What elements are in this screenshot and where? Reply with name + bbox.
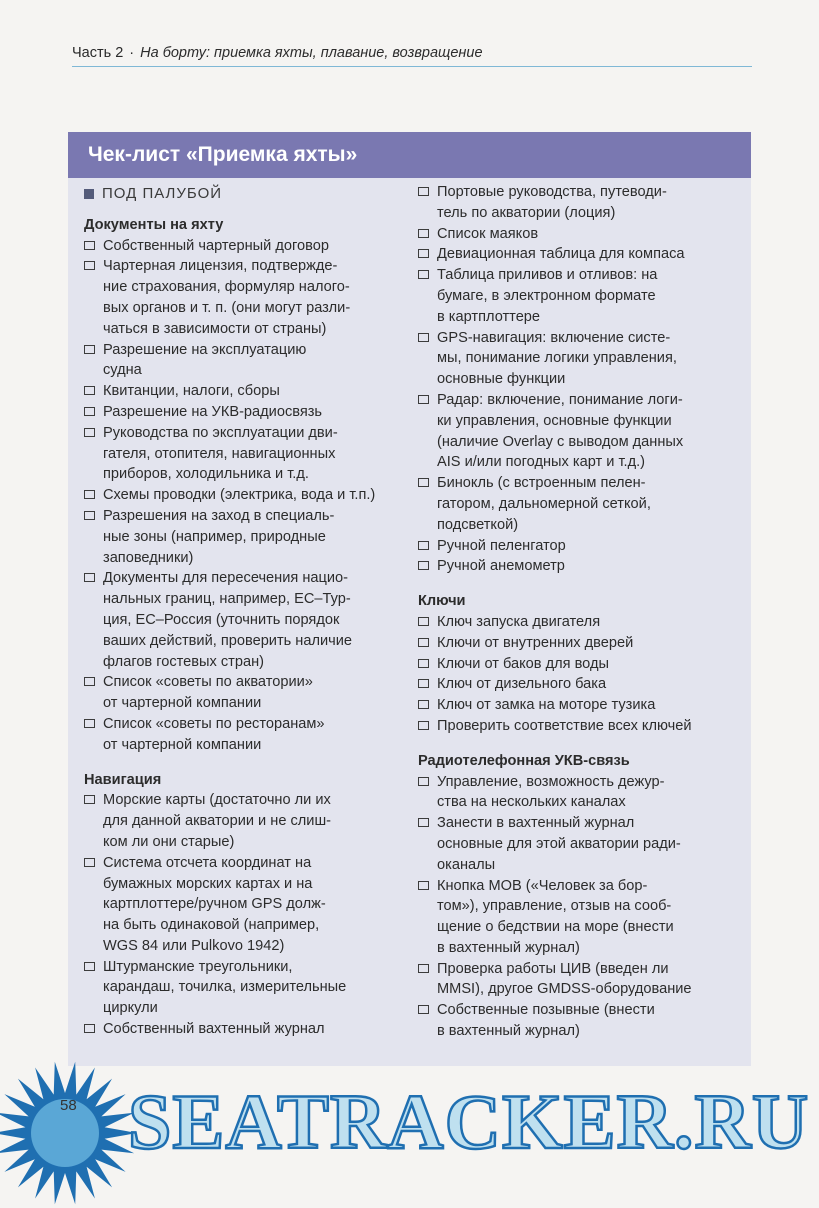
checklist-item-text — [437, 244, 743, 265]
text-line: Управление, возможность дежур- — [437, 773, 665, 790]
checkbox-icon — [84, 795, 95, 804]
checkbox-icon — [84, 241, 95, 250]
checklist-item-text — [437, 674, 743, 695]
checklist-item — [418, 654, 743, 675]
checklist-item — [84, 672, 404, 714]
checkbox-icon — [418, 617, 429, 626]
text-line: гателя, отопителя, навигационных — [103, 445, 336, 462]
text-line: оканалы — [437, 856, 496, 873]
checklist-item-text — [103, 714, 404, 756]
text-line: флагов гостевых стран) — [103, 653, 265, 670]
text-line: ства на нескольких каналах — [437, 794, 626, 811]
text-line: Ключ от дизельного бака — [437, 676, 607, 693]
checklist-item — [84, 1019, 404, 1040]
checklist-item-text — [437, 654, 743, 675]
checklist-item — [418, 1000, 743, 1042]
checklist-item — [418, 612, 743, 633]
text-line: Ключи от внутренних дверей — [437, 634, 634, 651]
checklist-item — [418, 536, 743, 557]
checklist-item-text — [437, 556, 743, 577]
checklist-item — [418, 674, 743, 695]
checklist-item-text — [437, 182, 743, 224]
checkbox-icon — [418, 659, 429, 668]
text-line: Ключ от замка на моторе тузика — [437, 697, 656, 714]
checklist-item-text — [437, 328, 743, 390]
text-line: основные функции — [437, 371, 566, 388]
text-line: Проверка работы ЦИВ (введен ли — [437, 960, 669, 977]
text-line: MMSI), другое GMDSS-оборудование — [437, 981, 692, 998]
checklist-item-text — [103, 506, 404, 568]
checkbox-icon — [418, 395, 429, 404]
checklist-item — [84, 853, 404, 957]
checklist-item — [84, 236, 404, 257]
checkbox-icon — [418, 541, 429, 550]
checkbox-icon — [418, 333, 429, 342]
text-line: Система отсчета координат на — [103, 854, 312, 871]
checklist-item — [84, 485, 404, 506]
checklist-item-text — [103, 853, 404, 957]
group-heading: Навигация — [84, 771, 162, 788]
text-line: ваших действий, проверить наличие — [103, 632, 353, 649]
text-line: приборов, холодильника и т.д. — [103, 466, 309, 483]
checkbox-icon — [84, 1024, 95, 1033]
checklist-item — [84, 423, 404, 485]
text-line: том»), управление, отзыв на сооб- — [437, 898, 672, 915]
checkbox-icon — [84, 677, 95, 686]
checklist-box — [68, 132, 751, 1066]
checkbox-icon — [418, 818, 429, 827]
text-line: в вахтенный журнал) — [437, 939, 580, 956]
checkbox-icon — [84, 261, 95, 270]
text-line: Портовые руководства, путеводи- — [437, 184, 667, 200]
watermark-text: SEATRACKER.RU — [128, 1078, 810, 1165]
checkbox-icon — [84, 345, 95, 354]
checklist-item-text — [437, 959, 743, 1001]
checkbox-icon — [418, 638, 429, 647]
text-line: мы, понимание логики управления, — [437, 350, 677, 367]
checklist-item-text — [437, 695, 743, 716]
text-line: от чартерной компании — [103, 736, 262, 753]
group-heading: Документы на яхту — [84, 216, 224, 233]
text-line: Ключи от баков для воды — [437, 655, 609, 672]
text-line: ние страхования, формуляр налого- — [103, 279, 350, 296]
text-line: Список маяков — [437, 225, 539, 242]
section-heading-text: ПОД ПАЛУБОЙ — [102, 185, 223, 202]
checkbox-icon — [84, 428, 95, 437]
text-line: Кнопка МОВ («Человек за бор- — [437, 877, 648, 894]
text-line: AIS и/или погодных карт и т.д.) — [437, 454, 646, 471]
checklist-item-text — [437, 772, 743, 814]
checklist-item — [418, 772, 743, 814]
checklist-item — [418, 473, 743, 535]
checkbox-icon — [418, 561, 429, 570]
text-line: вых органов и т. п. (они могут разли- — [103, 299, 351, 316]
text-line: Девиационная таблица для компаса — [437, 246, 685, 263]
checkbox-icon — [84, 719, 95, 728]
text-line: чаться в зависимости от страны) — [103, 320, 327, 337]
text-line: карандаш, точилка, измерительные — [103, 979, 347, 996]
checklist-item — [418, 224, 743, 245]
checklist-item — [84, 256, 404, 339]
text-line: Ручной пеленгатор — [437, 537, 566, 554]
checklist-item — [418, 633, 743, 654]
text-line: WGS 84 или Pulkovo 1942) — [103, 937, 285, 954]
text-line: Бинокль (с встроенным пелен- — [437, 475, 646, 492]
checklist-item-text — [103, 256, 404, 339]
text-line: в картплоттере — [437, 308, 541, 325]
checklist-item-text — [437, 876, 743, 959]
square-bullet-icon — [84, 189, 94, 199]
running-header — [72, 45, 752, 67]
right-column — [418, 182, 743, 1042]
text-line: в вахтенный журнал) — [437, 1023, 580, 1040]
checklist-item-text — [103, 236, 404, 257]
checklist-item — [418, 695, 743, 716]
text-line: ция, ЕС–Россия (уточнить порядок — [103, 611, 340, 628]
text-line: Проверить соответствие всех ключей — [437, 717, 692, 734]
checklist-item-text — [103, 672, 404, 714]
checklist-item — [418, 265, 743, 327]
checklist-item — [84, 402, 404, 423]
text-line: Морские карты (достаточно ли их — [103, 792, 331, 809]
checkbox-icon — [84, 858, 95, 867]
text-line: для данной акватории и не слиш- — [103, 813, 332, 830]
text-line: Схемы проводки (электрика, вода и т.п.) — [103, 487, 376, 504]
text-line: Ручной анемометр — [437, 558, 565, 575]
text-line: Ключ запуска двигателя — [437, 613, 601, 630]
text-line: Чартерная лицензия, подтвержде- — [103, 258, 338, 275]
checklist-item-text — [103, 423, 404, 485]
checklist-item — [84, 568, 404, 672]
text-line: гатором, дальномерной сеткой, — [437, 495, 651, 512]
page-number: 58 — [60, 1097, 77, 1114]
checklist-item — [84, 790, 404, 852]
checklist-item-text — [103, 485, 404, 506]
checklist-item — [418, 390, 743, 473]
text-line: ки управления, основные функции — [437, 412, 672, 429]
checklist-item-text — [103, 790, 404, 852]
text-line: Таблица приливов и отливов: на — [437, 267, 658, 284]
text-line: бумажных морских картах и на — [103, 875, 313, 892]
text-line: Документы для пересечения нацио- — [103, 570, 349, 587]
section-heading — [84, 184, 404, 205]
checklist-item-text — [437, 265, 743, 327]
checkbox-icon — [418, 777, 429, 786]
text-line: Разрешение на УКВ-радиосвязь — [103, 403, 323, 420]
checkbox-icon — [418, 679, 429, 688]
text-line: на быть одинаковой (например, — [103, 917, 320, 934]
sunburst-logo-icon — [0, 1058, 140, 1208]
checkbox-icon — [418, 964, 429, 973]
text-line: тель по акватории (лоция) — [437, 204, 616, 221]
checklist-item — [418, 876, 743, 959]
checkbox-icon — [84, 962, 95, 971]
left-column — [84, 182, 404, 1040]
checklist-item — [418, 244, 743, 265]
text-line: Радар: включение, понимание логи- — [437, 391, 683, 408]
checkbox-icon — [418, 187, 429, 196]
checklist-item-text — [437, 633, 743, 654]
checklist-item-text — [437, 1000, 743, 1042]
checklist-item-text — [437, 716, 743, 737]
checklist-item — [418, 716, 743, 737]
checklist-item-text — [437, 536, 743, 557]
checklist-item — [418, 556, 743, 577]
checkbox-icon — [418, 270, 429, 279]
checkbox-icon — [84, 407, 95, 416]
checkbox-icon — [84, 386, 95, 395]
checklist-item-text — [103, 402, 404, 423]
checklist-item — [84, 340, 404, 382]
checklist-title: Чек-лист «Приемка яхты» — [68, 132, 751, 178]
text-line: основные для этой акватории ради- — [437, 835, 681, 852]
header-separator: · — [129, 45, 135, 61]
checklist-item-text — [437, 612, 743, 633]
checklist-item — [84, 506, 404, 568]
text-line: подсветкой) — [437, 516, 519, 533]
checkbox-icon — [418, 249, 429, 258]
text-line: судна — [103, 362, 142, 379]
text-line: Занести в вахтенный журнал — [437, 815, 635, 832]
text-line: Разрешения на заход в специаль- — [103, 507, 335, 524]
checklist-item-text — [103, 957, 404, 1019]
text-line: щение о бедствии на море (внести — [437, 919, 674, 936]
text-line: Руководства по эксплуатации дви- — [103, 424, 338, 441]
checklist-item — [84, 714, 404, 756]
header-part: Часть 2 — [72, 45, 124, 61]
text-line: Собственный чартерный договор — [103, 237, 329, 254]
text-line: (наличие Overlay с выводом данных — [437, 433, 684, 450]
checklist-item — [418, 182, 743, 224]
text-line: Разрешение на эксплуатацию — [103, 341, 307, 358]
checklist-item — [418, 959, 743, 1001]
text-line: Список «советы по акватории» — [103, 674, 313, 691]
text-line: Список «советы по ресторанам» — [103, 715, 325, 732]
text-line: нальных границ, например, ЕС–Тур- — [103, 591, 351, 608]
text-line: от чартерной компании — [103, 695, 262, 712]
text-line: Квитанции, налоги, сборы — [103, 383, 280, 400]
checklist-item-text — [103, 340, 404, 382]
checkbox-icon — [418, 478, 429, 487]
text-line: заповедники) — [103, 549, 194, 566]
checklist-item-text — [103, 381, 404, 402]
checklist-item-text — [437, 390, 743, 473]
checklist-item — [418, 813, 743, 875]
checklist-item — [418, 328, 743, 390]
checkbox-icon — [84, 511, 95, 520]
text-line: циркули — [103, 1000, 158, 1017]
checklist-item-text — [437, 813, 743, 875]
checkbox-icon — [418, 229, 429, 238]
checklist-item-text — [103, 1019, 404, 1040]
checklist-item-text — [437, 224, 743, 245]
checklist-item-text — [437, 473, 743, 535]
text-line: Штурманские треугольники, — [103, 958, 293, 975]
checkbox-icon — [84, 490, 95, 499]
group-heading: Ключи — [418, 593, 466, 610]
text-line: картплоттере/ручном GPS долж- — [103, 896, 326, 913]
text-line: ные зоны (например, природные — [103, 528, 326, 545]
checkbox-icon — [418, 721, 429, 730]
checkbox-icon — [418, 881, 429, 890]
text-line: ком ли они старые) — [103, 833, 235, 850]
checkbox-icon — [418, 700, 429, 709]
checklist-item-text — [103, 568, 404, 672]
text-line: GPS-навигация: включение систе- — [437, 329, 671, 346]
checkbox-icon — [84, 573, 95, 582]
checklist-item — [84, 957, 404, 1019]
text-line: бумаге, в электронном формате — [437, 287, 656, 304]
header-title: На борту: приемка яхты, плавание, возвращение — [140, 45, 483, 61]
checklist-item — [84, 381, 404, 402]
group-heading: Радиотелефонная УКВ-связь — [418, 752, 630, 769]
text-line: Собственный вахтенный журнал — [103, 1021, 325, 1038]
text-line: Собственные позывные (внести — [437, 1002, 655, 1019]
checkbox-icon — [418, 1005, 429, 1014]
